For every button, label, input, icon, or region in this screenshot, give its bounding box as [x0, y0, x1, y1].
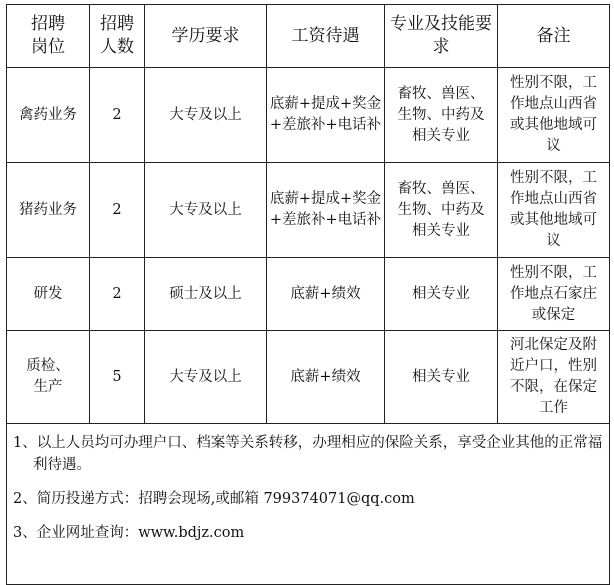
header-row: [7, 5, 610, 68]
header-education: 学历要求: [145, 5, 267, 68]
header-count: 招聘人数: [90, 5, 145, 68]
cell-major: 相关专业: [385, 331, 498, 424]
cell-position: 禽药业务: [7, 68, 90, 163]
cell-remarks: 河北保定及附近户口，性别不限，在保定工作: [498, 331, 610, 424]
cell-salary: 底薪+绩效: [267, 331, 385, 424]
cell-salary: 底薪+提成+奖金+差旅补+电话补: [267, 163, 385, 258]
table-row: [7, 68, 610, 163]
cell-count: 2: [90, 68, 145, 163]
table-row: [7, 163, 610, 258]
cell-education: 硕士及以上: [145, 258, 267, 331]
header-remarks: 备注: [498, 5, 610, 68]
cell-education: 大专及以上: [145, 331, 267, 424]
cell-major: 畜牧、兽医、生物、中药及相关专业: [385, 68, 498, 163]
header-major: 专业及技能要求: [385, 5, 498, 68]
cell-position: 研发: [7, 258, 90, 331]
cell-count: 5: [90, 331, 145, 424]
cell-education: 大专及以上: [145, 163, 267, 258]
recruitment-document: [6, 4, 610, 585]
table-row: [7, 331, 610, 424]
header-salary: 工资待遇: [267, 5, 385, 68]
notes-row: [7, 424, 610, 585]
recruitment-table: [6, 4, 610, 585]
cell-position: 质检、生产: [7, 331, 90, 424]
note-item: 2、简历投递方式：招聘会现场,或邮箱 799374071@qq.com: [13, 491, 415, 507]
cell-remarks: 性别不限，工作地点山西省或其他地域可议: [498, 68, 610, 163]
cell-major: 畜牧、兽医、生物、中药及相关专业: [385, 163, 498, 258]
cell-salary: 底薪+提成+奖金+差旅补+电话补: [267, 68, 385, 163]
cell-education: 大专及以上: [145, 68, 267, 163]
cell-position: 猪药业务: [7, 163, 90, 258]
notes-cell: [7, 424, 610, 585]
note-item: 3、企业网址查询：www.bdjz.com: [13, 525, 245, 541]
table-row: [7, 258, 610, 331]
cell-salary: 底薪+绩效: [267, 258, 385, 331]
cell-remarks: 性别不限，工作地点石家庄或保定: [498, 258, 610, 331]
cell-count: 2: [90, 163, 145, 258]
cell-remarks: 性别不限，工作地点山西省或其他地域可议: [498, 163, 610, 258]
note-item: 1、以上人员均可办理户口、档案等关系转移，办理相应的保险关系，享受企业其他的正常福利待遇。: [13, 435, 603, 473]
cell-count: 2: [90, 258, 145, 331]
header-position: 招聘岗位: [7, 5, 90, 68]
cell-major: 相关专业: [385, 258, 498, 331]
